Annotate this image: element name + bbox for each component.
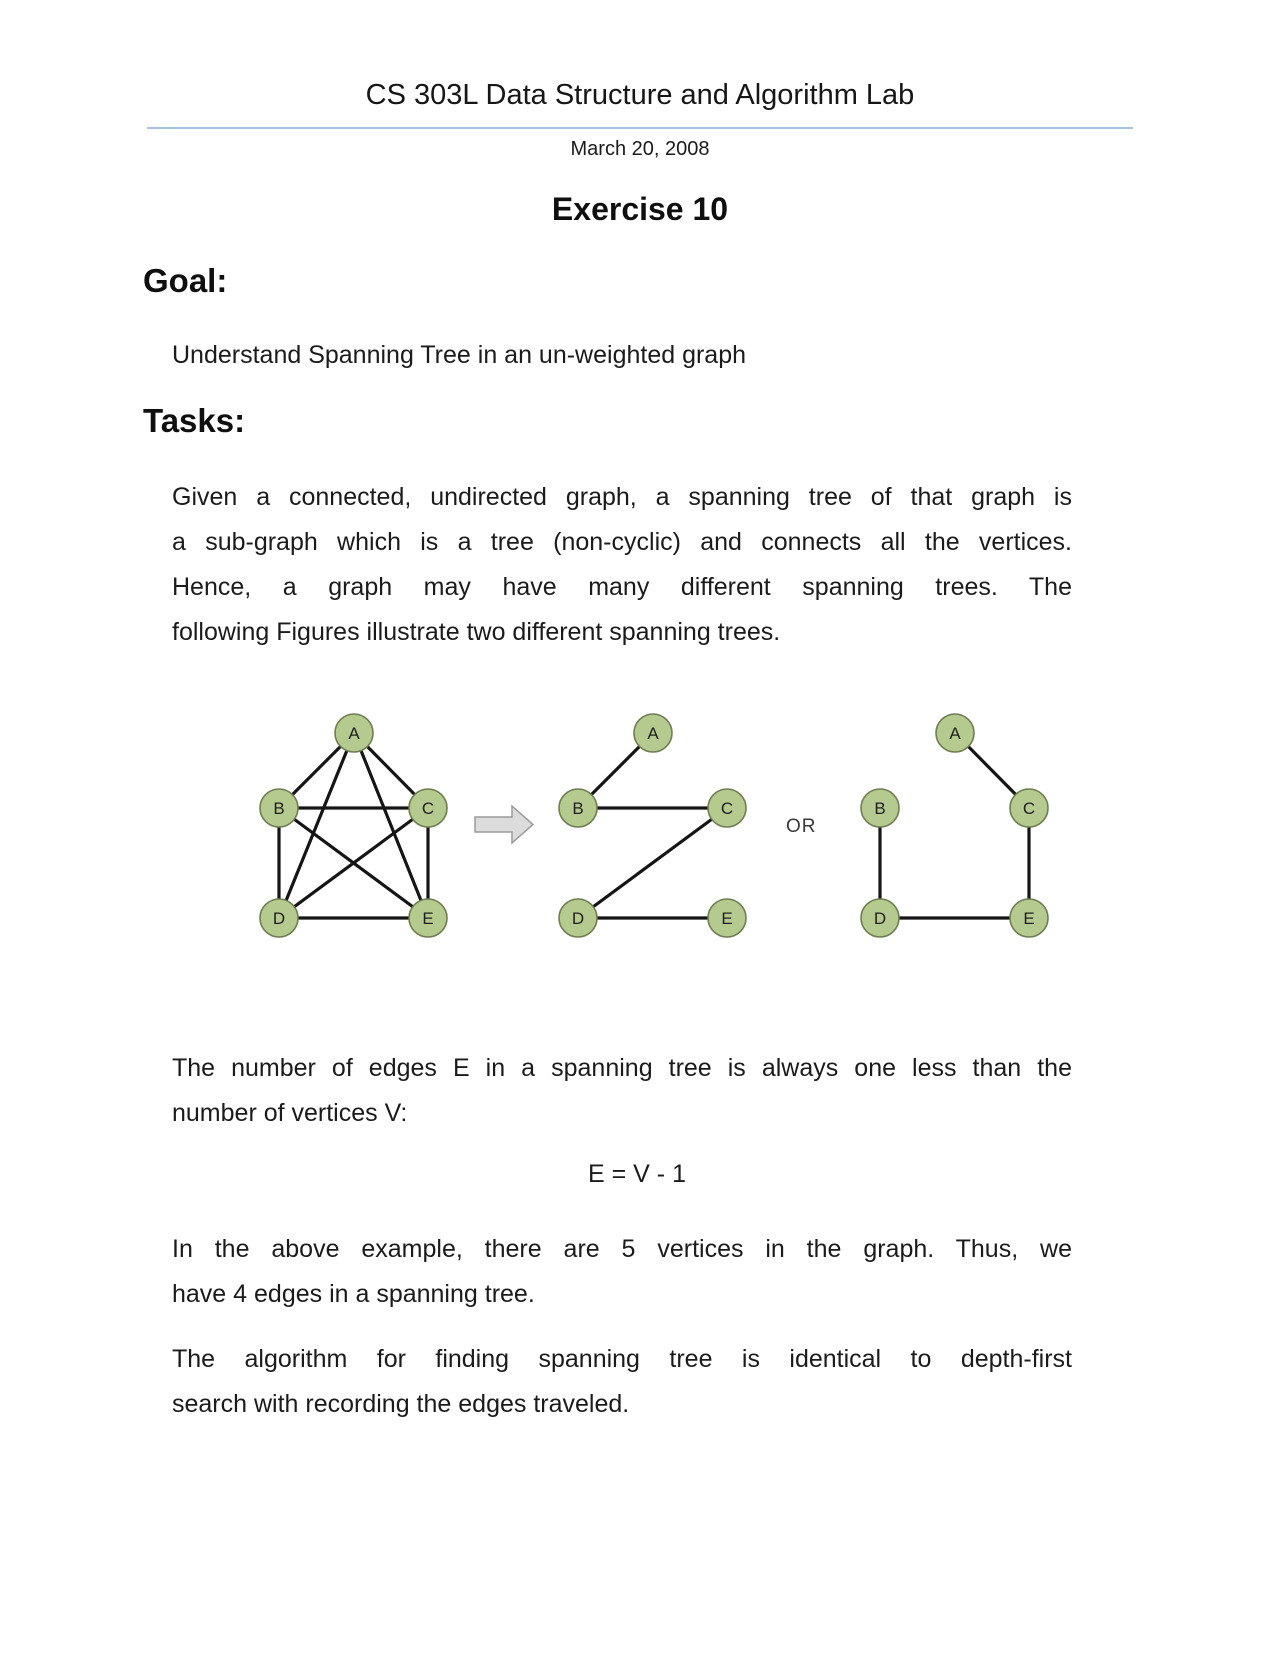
tasks-heading: Tasks: (143, 402, 246, 439)
graph-node-label: B (273, 799, 285, 818)
graph-node-label: B (572, 799, 584, 818)
graph-node-label: C (1022, 799, 1036, 818)
graph-node-label: E (721, 909, 733, 928)
paragraph-line: The algorithm for finding spanning tree is identical to depth-first (172, 1345, 1072, 1373)
graph-node-label: A (949, 724, 961, 743)
paragraph-line: The number of edges E in a spanning tree is always one less than the (172, 1054, 1072, 1082)
paragraph-line: search with recording the edges traveled. (172, 1390, 630, 1418)
paragraph-line: In the above example, there are 5 vertices in the graph. Thus, we (172, 1235, 1072, 1263)
goal-heading: Goal: (143, 262, 228, 299)
graph-node-label: E (422, 909, 434, 928)
course-title: CS 303L Data Structure and Algorithm Lab (365, 79, 915, 111)
graph-node-label: A (348, 724, 360, 743)
original-graph (260, 714, 447, 937)
spanning-tree-figure (240, 698, 1060, 948)
graph-edge-CD (578, 808, 727, 918)
graph-node-label: D (272, 909, 286, 928)
paragraph-line: Given a connected, undirected graph, a spanning tree of that graph is (172, 483, 1072, 511)
tasks-intro-paragraph (172, 475, 1072, 655)
paragraph-line: a sub-graph which is a tree (non-cyclic) and connects all the vertices. (172, 528, 1072, 556)
document-date: March 20, 2008 (570, 138, 710, 160)
graph-node-label: B (874, 799, 886, 818)
right-arrow-icon (475, 806, 533, 843)
paragraph-line: number of vertices V: (172, 1099, 408, 1127)
graph-node-label: E (1023, 909, 1035, 928)
algorithm-paragraph (172, 1337, 1072, 1427)
edge-count-paragraph (172, 1046, 1072, 1136)
spanning-tree-2 (861, 714, 1048, 937)
graph-node-label: A (647, 724, 659, 743)
graph-node-label: C (421, 799, 435, 818)
graph-node-label: D (571, 909, 585, 928)
paragraph-line: have 4 edges in a spanning tree. (172, 1280, 535, 1308)
goal-text: Understand Spanning Tree in an un-weighted graph (172, 341, 747, 369)
graph-node-label: C (720, 799, 734, 818)
example-paragraph (172, 1227, 1072, 1317)
paragraph-line: following Figures illustrate two different spanning trees. (172, 618, 781, 646)
spanning-tree-1 (559, 714, 746, 937)
equation: E = V - 1 (588, 1160, 686, 1188)
header-rule (147, 127, 1133, 129)
paragraph-line: Hence, a graph may have many different spanning trees. The (172, 573, 1072, 601)
exercise-title: Exercise 10 (551, 191, 729, 227)
graph-node-label: D (873, 909, 887, 928)
or-label: OR (786, 816, 817, 837)
